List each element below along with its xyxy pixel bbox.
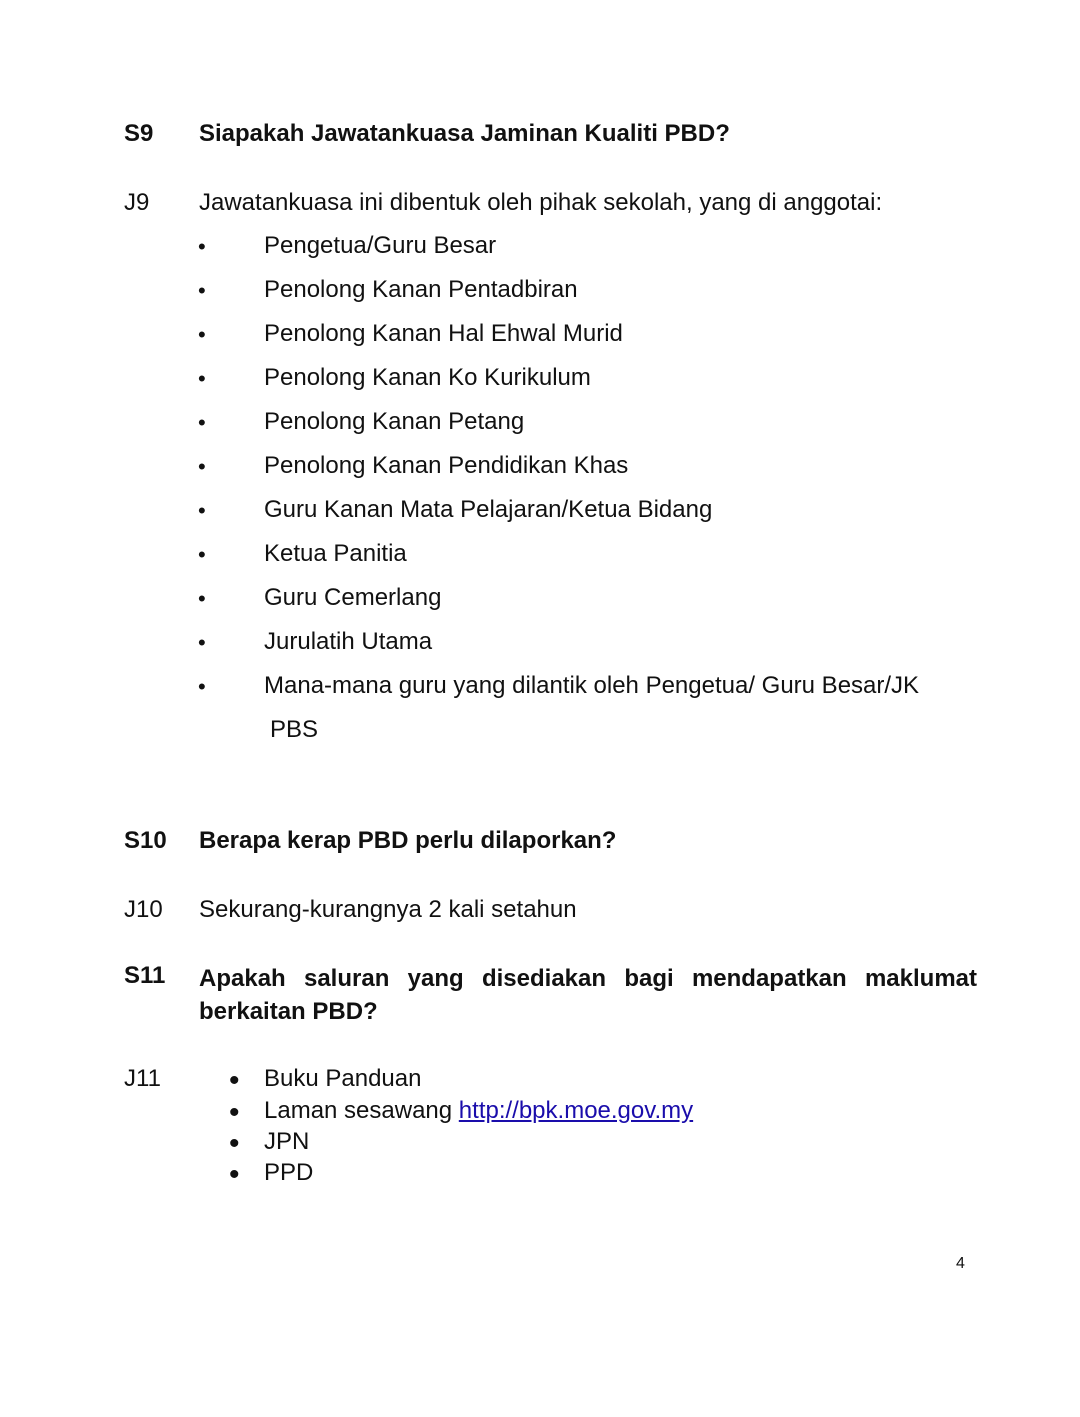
bullet-icon: • — [198, 234, 206, 259]
bullet-icon: • — [198, 454, 206, 479]
channel-item: Buku Panduan — [264, 1065, 422, 1092]
question-label-s9: S9 — [124, 120, 154, 147]
bullet-icon: • — [229, 1064, 240, 1097]
answer-label-j9: J9 — [124, 189, 150, 216]
bullet-icon: • — [198, 674, 206, 699]
member-item: Guru Kanan Mata Pelajaran/Ketua Bidang — [264, 496, 713, 523]
bullet-icon: • — [229, 1158, 240, 1191]
channel-item: Laman sesawang — [264, 1097, 459, 1124]
member-item: Penolong Kanan Pendidikan Khas — [264, 452, 629, 479]
bullet-icon: • — [198, 410, 206, 435]
bullet-icon: • — [198, 278, 206, 303]
answer-label-j11: J11 — [124, 1065, 161, 1092]
bullet-icon: • — [229, 1127, 240, 1160]
bullet-icon: • — [198, 322, 206, 347]
member-item-continuation: PBS — [270, 716, 319, 743]
member-item: Pengetua/Guru Besar — [264, 232, 497, 259]
question-label-s11: S11 — [124, 962, 166, 989]
member-item: Guru Cemerlang — [264, 584, 442, 611]
channel-item: PPD — [264, 1159, 314, 1186]
member-item: Penolong Kanan Ko Kurikulum — [264, 364, 591, 391]
answer-intro-j9: Jawatankuasa ini dibentuk oleh pihak sekolah, yang di anggotai: — [199, 189, 883, 216]
bullet-icon: • — [198, 542, 206, 567]
answer-j10: Sekurang-kurangnya 2 kali setahun — [199, 896, 577, 923]
bullet-icon: • — [229, 1096, 240, 1129]
member-item: Jurulatih Utama — [264, 628, 433, 655]
bullet-icon: • — [198, 498, 206, 523]
page-number: 4 — [956, 1255, 965, 1272]
channel-item-with-link — [264, 1097, 693, 1125]
website-link[interactable]: http://bpk.moe.gov.my — [458, 1097, 694, 1124]
question-s11: Apakah saluran yang disediakan bagi mendapatkan maklumat berkaitan PBD? — [199, 965, 977, 1025]
channel-item: JPN — [264, 1128, 310, 1155]
member-item: Penolong Kanan Petang — [264, 408, 525, 435]
member-item: Penolong Kanan Pentadbiran — [264, 276, 578, 303]
member-item: Ketua Panitia — [264, 540, 407, 567]
bullet-icon: • — [198, 630, 206, 655]
question-s10: Berapa kerap PBD perlu dilaporkan? — [199, 827, 617, 854]
bullet-icon: • — [198, 366, 206, 391]
question-s9: Siapakah Jawatankuasa Jaminan Kualiti PBD? — [199, 120, 730, 147]
bullet-icon: • — [198, 586, 206, 611]
answer-label-j10: J10 — [124, 896, 163, 923]
member-item: Mana-mana guru yang dilantik oleh Pengetua/ Guru Besar/JK — [264, 672, 920, 699]
member-item: Penolong Kanan Hal Ehwal Murid — [264, 320, 623, 347]
question-label-s10: S10 — [124, 827, 167, 854]
